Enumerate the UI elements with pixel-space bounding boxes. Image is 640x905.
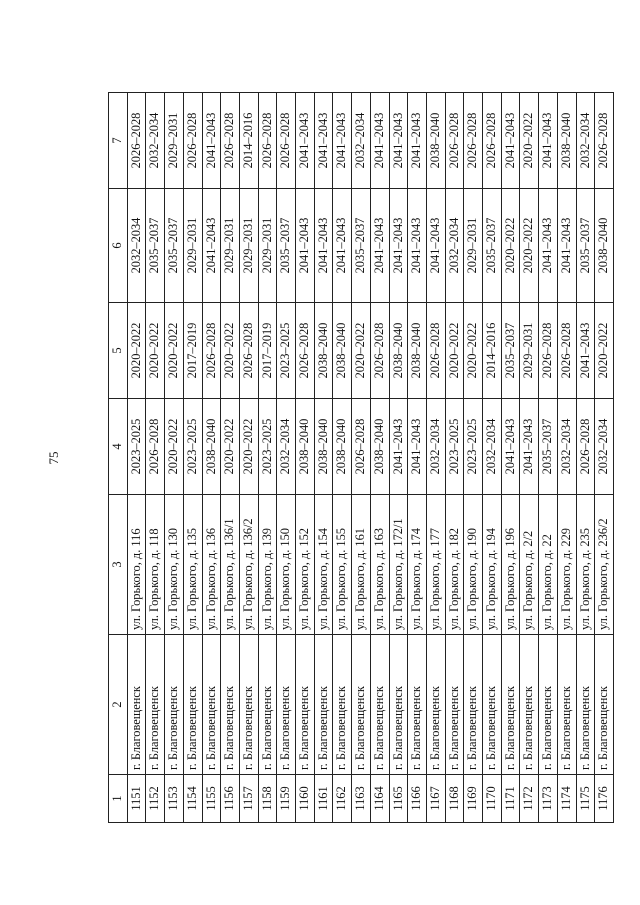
period-col4-cell: 2038–2040 — [202, 399, 221, 495]
period-col5-cell: 2038–2040 — [389, 303, 408, 399]
period-col5-cell: 2026–2028 — [426, 303, 445, 399]
period-col4-cell: 2041–2043 — [408, 399, 427, 495]
address-cell: ул. Горького, д. 161 — [352, 495, 371, 635]
row-number: 1172 — [520, 775, 539, 823]
address-cell: ул. Горького, д. 174 — [408, 495, 427, 635]
period-col6-cell: 2029–2031 — [258, 189, 277, 303]
period-col7-cell: 2029–2031 — [165, 93, 184, 189]
period-col7-cell: 2014–2016 — [239, 93, 258, 189]
row-number: 1161 — [314, 775, 333, 823]
period-col6-cell: 2032–2034 — [127, 189, 146, 303]
table-row — [595, 93, 614, 823]
period-col7-cell: 2032–2034 — [576, 93, 595, 189]
table-row — [408, 93, 427, 823]
table-row — [202, 93, 221, 823]
address-cell: ул. Горького, д. 235 — [576, 495, 595, 635]
address-cell: ул. Горького, д. 172/1 — [389, 495, 408, 635]
table-row — [296, 93, 315, 823]
table-row — [239, 93, 258, 823]
address-cell: ул. Горького, д. 130 — [165, 495, 184, 635]
period-col5-cell: 2020–2022 — [595, 303, 614, 399]
table-row — [370, 93, 389, 823]
table-row — [483, 93, 502, 823]
row-number: 1166 — [408, 775, 427, 823]
row-number: 1159 — [277, 775, 296, 823]
period-col6-cell: 2041–2043 — [296, 189, 315, 303]
city-cell: г. Благовещенск — [501, 635, 520, 775]
city-cell: г. Благовещенск — [333, 635, 352, 775]
column-header: 5 — [109, 303, 128, 399]
period-col7-cell: 2026–2028 — [277, 93, 296, 189]
address-cell: ул. Горького, д. 152 — [296, 495, 315, 635]
period-col6-cell: 2041–2043 — [389, 189, 408, 303]
period-col7-cell: 2026–2028 — [221, 93, 240, 189]
address-cell: ул. Горького, д. 155 — [333, 495, 352, 635]
period-col7-cell: 2041–2043 — [314, 93, 333, 189]
city-cell: г. Благовещенск — [445, 635, 464, 775]
period-col5-cell: 2029–2031 — [520, 303, 539, 399]
city-cell: г. Благовещенск — [370, 635, 389, 775]
table-row — [520, 93, 539, 823]
period-col4-cell: 2020–2022 — [239, 399, 258, 495]
table-row — [127, 93, 146, 823]
table-container — [108, 93, 611, 823]
period-col6-cell: 2035–2037 — [146, 189, 165, 303]
period-col7-cell: 2032–2034 — [146, 93, 165, 189]
address-cell: ул. Горького, д. 136/1 — [221, 495, 240, 635]
period-col4-cell: 2023–2025 — [258, 399, 277, 495]
period-col5-cell: 2026–2028 — [202, 303, 221, 399]
period-col5-cell: 2020–2022 — [146, 303, 165, 399]
city-cell: г. Благовещенск — [296, 635, 315, 775]
address-cell: ул. Горького, д. 194 — [483, 495, 502, 635]
period-col6-cell: 2029–2031 — [183, 189, 202, 303]
column-header: 4 — [109, 399, 128, 495]
address-cell: ул. Горького, д. 116 — [127, 495, 146, 635]
table-row — [277, 93, 296, 823]
period-col7-cell: 2041–2043 — [539, 93, 558, 189]
table-row — [576, 93, 595, 823]
period-col7-cell: 2041–2043 — [408, 93, 427, 189]
table-row — [445, 93, 464, 823]
period-col6-cell: 2032–2034 — [445, 189, 464, 303]
city-cell: г. Благовещенск — [314, 635, 333, 775]
table-row — [557, 93, 576, 823]
period-col6-cell: 2020–2022 — [501, 189, 520, 303]
period-col6-cell: 2035–2037 — [483, 189, 502, 303]
row-number: 1154 — [183, 775, 202, 823]
period-col6-cell: 2041–2043 — [314, 189, 333, 303]
housing-register-table — [108, 92, 614, 823]
address-cell: ул. Горького, д. 135 — [183, 495, 202, 635]
table-row — [221, 93, 240, 823]
city-cell: г. Благовещенск — [576, 635, 595, 775]
table-row — [501, 93, 520, 823]
city-cell: г. Благовещенск — [183, 635, 202, 775]
period-col6-cell: 2041–2043 — [333, 189, 352, 303]
row-number: 1164 — [370, 775, 389, 823]
address-cell: ул. Горького, д. 154 — [314, 495, 333, 635]
period-col4-cell: 2032–2034 — [595, 399, 614, 495]
address-cell: ул. Горького, д. 2/2 — [520, 495, 539, 635]
period-col5-cell: 2035–2037 — [501, 303, 520, 399]
period-col5-cell: 2041–2043 — [576, 303, 595, 399]
period-col6-cell: 2041–2043 — [539, 189, 558, 303]
row-number: 1163 — [352, 775, 371, 823]
period-col5-cell: 2026–2028 — [239, 303, 258, 399]
row-number: 1173 — [539, 775, 558, 823]
table-row — [464, 93, 483, 823]
city-cell: г. Благовещенск — [165, 635, 184, 775]
period-col6-cell: 2035–2037 — [352, 189, 371, 303]
table-row — [314, 93, 333, 823]
period-col6-cell: 2020–2022 — [520, 189, 539, 303]
page-number: 75 — [46, 451, 61, 465]
period-col7-cell: 2041–2043 — [333, 93, 352, 189]
period-col5-cell: 2020–2022 — [352, 303, 371, 399]
period-col6-cell: 2035–2037 — [277, 189, 296, 303]
row-number: 1160 — [296, 775, 315, 823]
table-body — [127, 93, 613, 823]
address-cell: ул. Горького, д. 22 — [539, 495, 558, 635]
period-col4-cell: 2023–2025 — [127, 399, 146, 495]
period-col7-cell: 2032–2034 — [352, 93, 371, 189]
column-header: 3 — [109, 495, 128, 635]
period-col5-cell: 2023–2025 — [277, 303, 296, 399]
column-header: 6 — [109, 189, 128, 303]
period-col6-cell: 2029–2031 — [239, 189, 258, 303]
period-col7-cell: 2041–2043 — [389, 93, 408, 189]
period-col4-cell: 2023–2025 — [183, 399, 202, 495]
table-row — [389, 93, 408, 823]
period-col5-cell: 2038–2040 — [333, 303, 352, 399]
city-cell: г. Благовещенск — [520, 635, 539, 775]
period-col7-cell: 2041–2043 — [202, 93, 221, 189]
table-row — [146, 93, 165, 823]
period-col4-cell: 2020–2022 — [221, 399, 240, 495]
period-col5-cell: 2020–2022 — [165, 303, 184, 399]
period-col4-cell: 2026–2028 — [146, 399, 165, 495]
row-number: 1151 — [127, 775, 146, 823]
period-col7-cell: 2041–2043 — [501, 93, 520, 189]
address-cell: ул. Горького, д. 139 — [258, 495, 277, 635]
period-col5-cell: 2020–2022 — [445, 303, 464, 399]
period-col6-cell: 2029–2031 — [464, 189, 483, 303]
table-row — [183, 93, 202, 823]
period-col7-cell: 2038–2040 — [426, 93, 445, 189]
city-cell: г. Благовещенск — [239, 635, 258, 775]
city-cell: г. Благовещенск — [146, 635, 165, 775]
period-col5-cell: 2014–2016 — [483, 303, 502, 399]
period-col4-cell: 2038–2040 — [370, 399, 389, 495]
column-header: 2 — [109, 635, 128, 775]
table-row — [165, 93, 184, 823]
address-cell: ул. Горького, д. 177 — [426, 495, 445, 635]
city-cell: г. Благовещенск — [202, 635, 221, 775]
period-col5-cell: 2026–2028 — [557, 303, 576, 399]
city-cell: г. Благовещенск — [483, 635, 502, 775]
address-cell: ул. Горького, д. 182 — [445, 495, 464, 635]
address-cell: ул. Горького, д. 136/2 — [239, 495, 258, 635]
row-number: 1167 — [426, 775, 445, 823]
address-cell: ул. Горького, д. 236/2 — [595, 495, 614, 635]
period-col5-cell: 2038–2040 — [408, 303, 427, 399]
city-cell: г. Благовещенск — [127, 635, 146, 775]
row-number: 1175 — [576, 775, 595, 823]
row-number: 1176 — [595, 775, 614, 823]
address-cell: ул. Горького, д. 229 — [557, 495, 576, 635]
period-col4-cell: 2023–2025 — [445, 399, 464, 495]
city-cell: г. Благовещенск — [464, 635, 483, 775]
period-col5-cell: 2020–2022 — [464, 303, 483, 399]
row-number: 1157 — [239, 775, 258, 823]
row-number: 1158 — [258, 775, 277, 823]
period-col4-cell: 2032–2034 — [426, 399, 445, 495]
period-col4-cell: 2023–2025 — [464, 399, 483, 495]
city-cell: г. Благовещенск — [352, 635, 371, 775]
city-cell: г. Благовещенск — [408, 635, 427, 775]
period-col4-cell: 2041–2043 — [501, 399, 520, 495]
city-cell: г. Благовещенск — [557, 635, 576, 775]
period-col5-cell: 2026–2028 — [370, 303, 389, 399]
period-col5-cell: 2026–2028 — [539, 303, 558, 399]
row-number: 1156 — [221, 775, 240, 823]
period-col4-cell: 2032–2034 — [483, 399, 502, 495]
period-col6-cell: 2035–2037 — [576, 189, 595, 303]
period-col7-cell: 2026–2028 — [464, 93, 483, 189]
table-row — [333, 93, 352, 823]
period-col7-cell: 2026–2028 — [183, 93, 202, 189]
period-col5-cell: 2020–2022 — [127, 303, 146, 399]
period-col7-cell: 2026–2028 — [595, 93, 614, 189]
period-col6-cell: 2041–2043 — [426, 189, 445, 303]
period-col4-cell: 2026–2028 — [352, 399, 371, 495]
row-number: 1152 — [146, 775, 165, 823]
city-cell: г. Благовещенск — [539, 635, 558, 775]
row-number: 1165 — [389, 775, 408, 823]
period-col5-cell: 2038–2040 — [314, 303, 333, 399]
period-col4-cell: 2035–2037 — [539, 399, 558, 495]
period-col6-cell: 2041–2043 — [202, 189, 221, 303]
period-col5-cell: 2020–2022 — [221, 303, 240, 399]
period-col7-cell: 2020–2022 — [520, 93, 539, 189]
period-col7-cell: 2026–2028 — [483, 93, 502, 189]
row-number: 1162 — [333, 775, 352, 823]
row-number: 1170 — [483, 775, 502, 823]
period-col4-cell: 2032–2034 — [277, 399, 296, 495]
table-row — [258, 93, 277, 823]
period-col4-cell: 2026–2028 — [576, 399, 595, 495]
period-col5-cell: 2026–2028 — [296, 303, 315, 399]
period-col7-cell: 2026–2028 — [127, 93, 146, 189]
period-col7-cell: 2038–2040 — [557, 93, 576, 189]
city-cell: г. Благовещенск — [426, 635, 445, 775]
period-col6-cell: 2029–2031 — [221, 189, 240, 303]
address-cell: ул. Горького, д. 136 — [202, 495, 221, 635]
row-number: 1155 — [202, 775, 221, 823]
period-col4-cell: 2038–2040 — [333, 399, 352, 495]
row-number: 1174 — [557, 775, 576, 823]
rotated-table-frame — [108, 93, 611, 823]
period-col4-cell: 2041–2043 — [389, 399, 408, 495]
period-col6-cell: 2041–2043 — [557, 189, 576, 303]
column-header: 7 — [109, 93, 128, 189]
table-row — [352, 93, 371, 823]
table-row — [426, 93, 445, 823]
address-cell: ул. Горького, д. 196 — [501, 495, 520, 635]
period-col5-cell: 2017–2019 — [258, 303, 277, 399]
header-row — [109, 93, 128, 823]
address-cell: ул. Горького, д. 190 — [464, 495, 483, 635]
period-col4-cell: 2020–2022 — [165, 399, 184, 495]
period-col6-cell: 2041–2043 — [370, 189, 389, 303]
period-col4-cell: 2041–2043 — [520, 399, 539, 495]
period-col6-cell: 2038–2040 — [595, 189, 614, 303]
period-col7-cell: 2041–2043 — [296, 93, 315, 189]
city-cell: г. Благовещенск — [258, 635, 277, 775]
address-cell: ул. Горького, д. 150 — [277, 495, 296, 635]
address-cell: ул. Горького, д. 118 — [146, 495, 165, 635]
table-row — [539, 93, 558, 823]
city-cell: г. Благовещенск — [221, 635, 240, 775]
address-cell: ул. Горького, д. 163 — [370, 495, 389, 635]
city-cell: г. Благовещенск — [389, 635, 408, 775]
row-number: 1171 — [501, 775, 520, 823]
period-col4-cell: 2032–2034 — [557, 399, 576, 495]
period-col6-cell: 2041–2043 — [408, 189, 427, 303]
period-col7-cell: 2026–2028 — [445, 93, 464, 189]
period-col4-cell: 2038–2040 — [296, 399, 315, 495]
period-col7-cell: 2026–2028 — [258, 93, 277, 189]
row-number: 1153 — [165, 775, 184, 823]
period-col4-cell: 2038–2040 — [314, 399, 333, 495]
period-col6-cell: 2035–2037 — [165, 189, 184, 303]
period-col7-cell: 2041–2043 — [370, 93, 389, 189]
city-cell: г. Благовещенск — [277, 635, 296, 775]
row-number: 1168 — [445, 775, 464, 823]
column-header: 1 — [109, 775, 128, 823]
city-cell: г. Благовещенск — [595, 635, 614, 775]
row-number: 1169 — [464, 775, 483, 823]
period-col5-cell: 2017–2019 — [183, 303, 202, 399]
